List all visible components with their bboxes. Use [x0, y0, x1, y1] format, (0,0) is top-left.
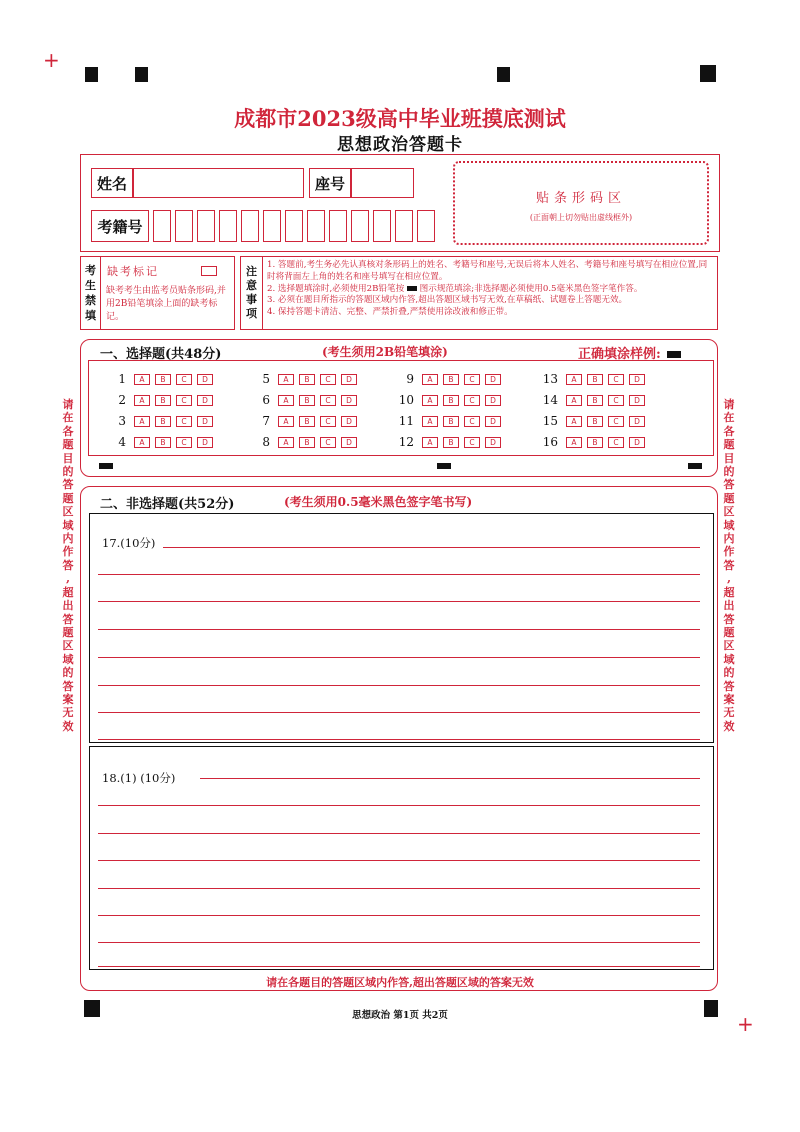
notice-item: 4. 保持答题卡清洁、完整、严禁折叠,严禁使用涂改液和修正带。 [267, 307, 513, 318]
question-row [248, 371, 362, 387]
option-bubble[interactable]: B [299, 374, 315, 385]
crop-mark: + [43, 48, 60, 72]
option-bubble[interactable]: B [443, 395, 459, 406]
option-bubble[interactable]: C [176, 437, 192, 448]
question-number: 16 [542, 435, 558, 449]
exam-id-digit-box[interactable] [329, 210, 347, 242]
option-bubble[interactable]: B [587, 437, 603, 448]
option-bubble[interactable]: A [278, 416, 294, 427]
exam-id-label: 考籍号 [91, 210, 149, 242]
choice-title: 一、选择题(共48分) [100, 347, 222, 362]
question-number: 15 [542, 414, 558, 428]
option-bubble[interactable]: D [629, 374, 645, 385]
option-bubble[interactable]: B [299, 395, 315, 406]
option-bubble[interactable]: A [134, 395, 150, 406]
exam-id-digit-box[interactable] [219, 210, 237, 242]
option-bubble[interactable]: B [587, 395, 603, 406]
barcode-area [453, 161, 709, 245]
fill-sample-icon [407, 286, 417, 291]
option-bubble[interactable]: C [320, 374, 336, 385]
answer-line [98, 942, 700, 943]
answer-box-18[interactable] [89, 746, 714, 970]
option-bubble[interactable]: D [197, 437, 213, 448]
notice-item: 3. 必须在题目所指示的答题区域内作答,超出答题区域书写无效,在草稿纸、试题卷上答题无效。 [267, 295, 628, 306]
option-bubble[interactable]: C [464, 437, 480, 448]
exam-id-digit-box[interactable] [175, 210, 193, 242]
question-row [104, 392, 218, 408]
answer-line [98, 888, 700, 889]
exam-id-digit-box[interactable] [395, 210, 413, 242]
name-field[interactable] [133, 168, 304, 198]
option-bubble[interactable]: A [566, 416, 582, 427]
registration-mark [85, 67, 98, 82]
option-bubble[interactable]: D [341, 395, 357, 406]
answer-line [98, 860, 700, 861]
exam-id-digit-box[interactable] [263, 210, 281, 242]
question-row [104, 434, 218, 450]
question-17-label: 17.(10分) [102, 536, 156, 550]
option-bubble[interactable]: C [320, 437, 336, 448]
exam-id-digit-box[interactable] [351, 210, 369, 242]
option-bubble[interactable]: A [422, 395, 438, 406]
timing-mark [688, 463, 702, 469]
option-bubble[interactable]: A [278, 395, 294, 406]
option-bubble[interactable]: C [608, 374, 624, 385]
crop-mark: + [737, 1012, 754, 1036]
question-row [392, 434, 506, 450]
option-bubble[interactable]: B [155, 374, 171, 385]
option-bubble[interactable]: D [485, 395, 501, 406]
notice-box [240, 256, 718, 330]
option-bubble[interactable]: A [134, 374, 150, 385]
exam-id-digit-box[interactable] [373, 210, 391, 242]
notice-item: 2. 选择题填涂时,必须使用2B铅笔按 图示规范填涂;非选择题必须使用0.5毫米黑色签字笔作答。 [267, 283, 643, 294]
answer-line [98, 739, 700, 740]
absent-side-label: 考 生 禁 填 [81, 257, 101, 329]
registration-mark [497, 67, 510, 82]
question-number: 14 [542, 393, 558, 407]
option-bubble[interactable]: B [299, 416, 315, 427]
question-row [536, 413, 650, 429]
option-bubble[interactable]: A [278, 374, 294, 385]
question-number: 11 [398, 414, 414, 428]
option-bubble[interactable]: C [320, 395, 336, 406]
option-bubble[interactable]: A [566, 437, 582, 448]
option-bubble[interactable]: B [299, 437, 315, 448]
question-number: 9 [406, 372, 414, 386]
answer-line [163, 547, 700, 548]
option-bubble[interactable]: C [320, 416, 336, 427]
notice-item: 1. 答题前,考生务必先认真核对条形码上的姓名、考籍号和座号,无误后将本人姓名、考籍号和座号填写在相应位置,同时将背面左上角的姓名和座号填写在相应位置。 [267, 260, 708, 282]
answer-line [98, 629, 700, 630]
exam-id-digit-box[interactable] [285, 210, 303, 242]
option-bubble[interactable]: C [176, 395, 192, 406]
answer-line [98, 601, 700, 602]
question-row [392, 392, 506, 408]
option-bubble[interactable]: C [464, 374, 480, 385]
question-number: 8 [262, 435, 270, 449]
question-row [536, 392, 650, 408]
option-bubble[interactable]: C [464, 395, 480, 406]
exam-id-digit-box[interactable] [153, 210, 171, 242]
option-bubble[interactable]: C [608, 437, 624, 448]
option-bubble[interactable]: D [629, 416, 645, 427]
option-bubble[interactable]: B [443, 416, 459, 427]
question-row [104, 413, 218, 429]
question-row [392, 371, 506, 387]
option-bubble[interactable]: B [155, 395, 171, 406]
question-row [392, 413, 506, 429]
written-title: 二、非选择题(共52分) [100, 497, 235, 512]
question-number: 12 [398, 435, 414, 449]
option-bubble[interactable]: D [341, 374, 357, 385]
question-number: 4 [118, 435, 126, 449]
option-bubble[interactable]: A [422, 416, 438, 427]
written-note: (考生须用0.5毫米黑色签字笔书写) [284, 495, 473, 509]
exam-id-digit-box[interactable] [197, 210, 215, 242]
question-number: 13 [542, 372, 558, 386]
option-bubble[interactable]: B [587, 374, 603, 385]
notice-side-label: 注 意 事 项 [241, 257, 263, 329]
option-bubble[interactable]: D [341, 416, 357, 427]
question-number: 6 [262, 393, 270, 407]
answer-line [98, 833, 700, 834]
answer-line [98, 966, 700, 967]
answer-line [98, 574, 700, 575]
name-label: 姓名 [91, 168, 133, 198]
question-number: 7 [262, 414, 270, 428]
answer-line [98, 712, 700, 713]
option-bubble[interactable]: C [608, 395, 624, 406]
page-subtitle: 思想政治答题卡 [337, 135, 463, 155]
option-bubble[interactable]: B [443, 374, 459, 385]
choice-note: (考生须用2B铅笔填涂) [322, 345, 448, 359]
option-bubble[interactable]: C [176, 416, 192, 427]
question-number: 5 [262, 372, 270, 386]
option-bubble[interactable]: D [629, 395, 645, 406]
page-footer: 思想政治 第1页 共2页 [352, 1010, 448, 1021]
seat-label: 座号 [309, 168, 351, 198]
side-warning-left: 请 在 各 题 目 的 答 题 区 域 内 作 答 , 超 出 答 题 区 域 的 答 案 无 效 [62, 398, 74, 733]
question-row [248, 434, 362, 450]
option-bubble[interactable]: D [341, 437, 357, 448]
exam-id-digit-box[interactable] [241, 210, 259, 242]
option-bubble[interactable]: A [134, 416, 150, 427]
registration-mark [135, 67, 148, 82]
option-bubble[interactable]: D [197, 395, 213, 406]
exam-id-digit-box[interactable] [417, 210, 435, 242]
question-row [536, 371, 650, 387]
absent-box [80, 256, 235, 330]
option-bubble[interactable]: D [197, 374, 213, 385]
question-row [104, 371, 218, 387]
option-bubble[interactable]: C [464, 416, 480, 427]
option-bubble[interactable]: C [176, 374, 192, 385]
fill-sample-label: 正确填涂样例: [578, 343, 681, 362]
option-bubble[interactable]: A [566, 395, 582, 406]
option-bubble[interactable]: B [155, 437, 171, 448]
question-row [248, 413, 362, 429]
answer-line [98, 805, 700, 806]
notice-list [267, 260, 715, 319]
question-number: 10 [398, 393, 414, 407]
option-bubble[interactable]: A [278, 437, 294, 448]
fill-sample-icon [667, 351, 681, 358]
absent-title: 缺考标记 [107, 265, 159, 278]
option-bubble[interactable]: B [587, 416, 603, 427]
page-title: 成都市2023级高中毕业班摸底测试 [234, 106, 566, 131]
question-row [248, 392, 362, 408]
question-number: 2 [118, 393, 126, 407]
question-row [536, 434, 650, 450]
answer-line [98, 915, 700, 916]
timing-mark [99, 463, 113, 469]
barcode-note: (正面朝上切勿贴出虚线框外) [529, 213, 633, 222]
seat-field[interactable] [351, 168, 414, 198]
option-bubble[interactable]: D [485, 374, 501, 385]
question-number: 3 [118, 414, 126, 428]
registration-mark [700, 65, 716, 82]
option-bubble[interactable]: D [629, 437, 645, 448]
option-bubble[interactable]: A [134, 437, 150, 448]
option-bubble[interactable]: A [566, 374, 582, 385]
option-bubble[interactable]: B [155, 416, 171, 427]
option-bubble[interactable]: C [608, 416, 624, 427]
answer-line [98, 657, 700, 658]
option-bubble[interactable]: A [422, 374, 438, 385]
exam-id-digit-box[interactable] [307, 210, 325, 242]
absent-instructions: 缺考考生由监考员贴条形码,并用2B铅笔填涂上面的缺考标记。 [106, 286, 226, 322]
question-18-label: 18.(1) (10分) [102, 771, 176, 785]
question-number: 1 [118, 372, 126, 386]
answer-line [200, 778, 700, 779]
side-warning-right: 请 在 各 题 目 的 答 题 区 域 内 作 答 , 超 出 答 题 区 域 的 答 案 无 效 [723, 398, 735, 733]
absent-mark-box[interactable] [201, 266, 217, 276]
option-bubble[interactable]: B [443, 437, 459, 448]
footer-warning: 请在各题目的答题区域内作答,超出答题区域的答案无效 [266, 976, 534, 989]
timing-mark [437, 463, 451, 469]
option-bubble[interactable]: D [197, 416, 213, 427]
option-bubble[interactable]: D [485, 437, 501, 448]
option-bubble[interactable]: A [422, 437, 438, 448]
barcode-title: 贴条形码区 [535, 191, 626, 206]
answer-line [98, 685, 700, 686]
option-bubble[interactable]: D [485, 416, 501, 427]
